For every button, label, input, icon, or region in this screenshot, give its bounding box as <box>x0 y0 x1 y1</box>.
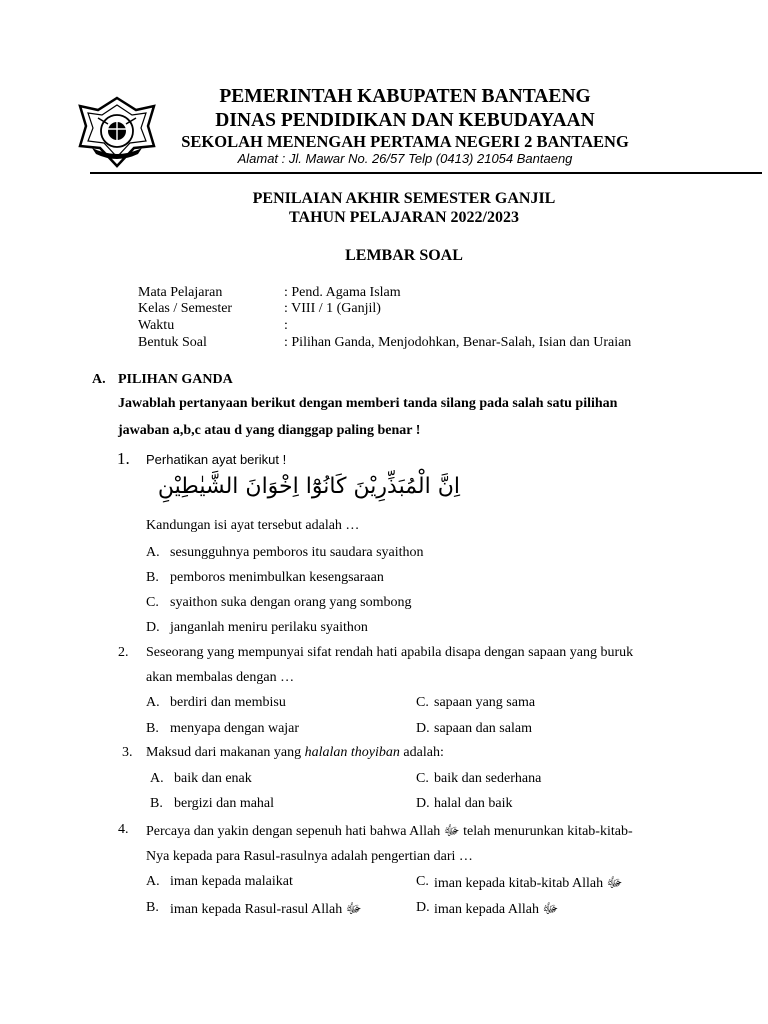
meta-value-time: : <box>284 318 288 333</box>
letterhead-school: SEKOLAH MENENGAH PERTAMA NEGERI 2 BANTAENG <box>181 132 629 151</box>
option-text: janganlah meniru perilaku syaithon <box>170 620 368 635</box>
option-text: syaithon suka dengan orang yang sombong <box>170 595 412 610</box>
exam-title: PENILAIAN AKHIR SEMESTER GANJIL <box>252 190 556 207</box>
option-text <box>434 874 622 894</box>
option-text: pemboros menimbulkan kesengsaraan <box>170 570 384 585</box>
question-text-start: Maksud dari makanan yang <box>146 745 305 760</box>
question-text-part-a: Percaya dan yakin dengan sepenuh hati bahwa Allah <box>146 824 444 839</box>
question-text: Perhatikan ayat berikut ! <box>146 452 287 467</box>
question-followup: Kandungan isi ayat tersebut adalah … <box>146 518 360 533</box>
section-title: PILIHAN GANDA <box>118 372 233 387</box>
question-number: 3. <box>122 745 133 760</box>
quran-verse: اِنَّ الْمُبَذِّرِيْنَ كَانُوْٓا اِخْوَانَ الشَّيٰطِيْنِ <box>157 474 460 499</box>
question-text-end: adalah: <box>399 745 444 760</box>
option-letter: C. <box>416 695 429 710</box>
meta-label-time: Waktu <box>138 318 175 333</box>
school-emblem-icon <box>78 96 156 168</box>
meta-value-class: : VIII / 1 (Ganjil) <box>284 301 381 316</box>
option-text: sapaan yang sama <box>434 695 536 710</box>
question-number: 2. <box>118 645 129 660</box>
jalla-jalaluhu-icon: ﷻ <box>443 824 460 839</box>
option-text: bergizi dan mahal <box>174 796 275 811</box>
option-letter: B. <box>146 721 159 736</box>
option-letter: C. <box>146 595 159 610</box>
option-text: baik dan enak <box>174 771 252 786</box>
meta-label-class: Kelas / Semester <box>138 301 233 316</box>
option-letter: A. <box>146 874 160 889</box>
exam-year: TAHUN PELAJARAN 2022/2023 <box>289 209 519 226</box>
option-letter: C. <box>416 874 429 889</box>
instruction-line-1: Jawablah pertanyaan berikut dengan memberi tanda silang pada salah satu pilihan <box>118 396 618 411</box>
option-text: iman kepada malaikat <box>170 874 293 889</box>
meta-label-subject: Mata Pelajaran <box>138 285 223 300</box>
option-text-label: iman kepada kitab-kitab Allah <box>434 876 607 891</box>
option-text: sapaan dan salam <box>434 721 532 736</box>
question-text <box>146 745 444 761</box>
jalla-jalaluhu-icon: ﷻ <box>542 902 559 917</box>
option-text: baik dan sederhana <box>434 771 542 786</box>
question-number: 4. <box>118 822 129 837</box>
section-heading <box>92 372 233 388</box>
option-letter: B. <box>150 796 163 811</box>
option-text <box>434 900 558 920</box>
sheet-title: LEMBAR SOAL <box>345 247 463 264</box>
option-text: menyapa dengan wajar <box>170 721 300 736</box>
instruction-line-2: jawaban a,b,c atau d yang dianggap paling benar ! <box>118 423 421 438</box>
meta-value-subject: : Pend. Agama Islam <box>284 285 401 300</box>
option-letter: C. <box>416 771 429 786</box>
meta-label-format: Bentuk Soal <box>138 335 207 350</box>
option-text <box>170 900 362 920</box>
jalla-jalaluhu-icon: ﷻ <box>345 902 362 917</box>
option-text-label: iman kepada Rasul-rasul Allah <box>170 902 346 917</box>
question-text-line-1 <box>146 822 633 842</box>
question-number: 1. <box>117 449 130 468</box>
letterhead-address: Alamat : Jl. Mawar No. 26/57 Telp (0413) 21054 Bantaeng <box>237 151 573 166</box>
meta-value-format: : Pilihan Ganda, Menjodohkan, Benar-Salah, Isian dan Uraian <box>284 335 632 350</box>
question-text-line-1: Seseorang yang mempunyai sifat rendah hati apabila disapa dengan sapaan yang buruk <box>146 645 634 660</box>
option-text: halal dan baik <box>434 796 513 811</box>
option-letter: A. <box>146 545 160 560</box>
option-letter: D. <box>416 900 430 915</box>
option-letter: D. <box>416 721 430 736</box>
question-text-part-b: telah menurunkan kitab-kitab- <box>459 824 633 839</box>
letterhead-department: DINAS PENDIDIKAN DAN KEBUDAYAAN <box>215 110 595 131</box>
option-letter: D. <box>416 796 430 811</box>
option-text: berdiri dan membisu <box>170 695 286 710</box>
jalla-jalaluhu-icon: ﷻ <box>606 876 623 891</box>
letterhead-divider <box>90 172 762 174</box>
section-letter: A. <box>92 372 106 387</box>
question-text-italic: halalan thoyiban <box>304 745 400 760</box>
option-text: sesungguhnya pemboros itu saudara syaithon <box>170 545 424 560</box>
option-letter: B. <box>146 570 159 585</box>
question-text-line-2: akan membalas dengan … <box>146 670 295 685</box>
option-letter: B. <box>146 900 159 915</box>
option-letter: D. <box>146 620 160 635</box>
option-letter: A. <box>150 771 164 786</box>
question-text-line-2: Nya kepada para Rasul-rasulnya adalah pengertian dari … <box>146 849 473 864</box>
letterhead-government: PEMERINTAH KABUPATEN BANTAENG <box>219 86 591 107</box>
option-letter: A. <box>146 695 160 710</box>
option-text-label: iman kepada Allah <box>434 902 543 917</box>
